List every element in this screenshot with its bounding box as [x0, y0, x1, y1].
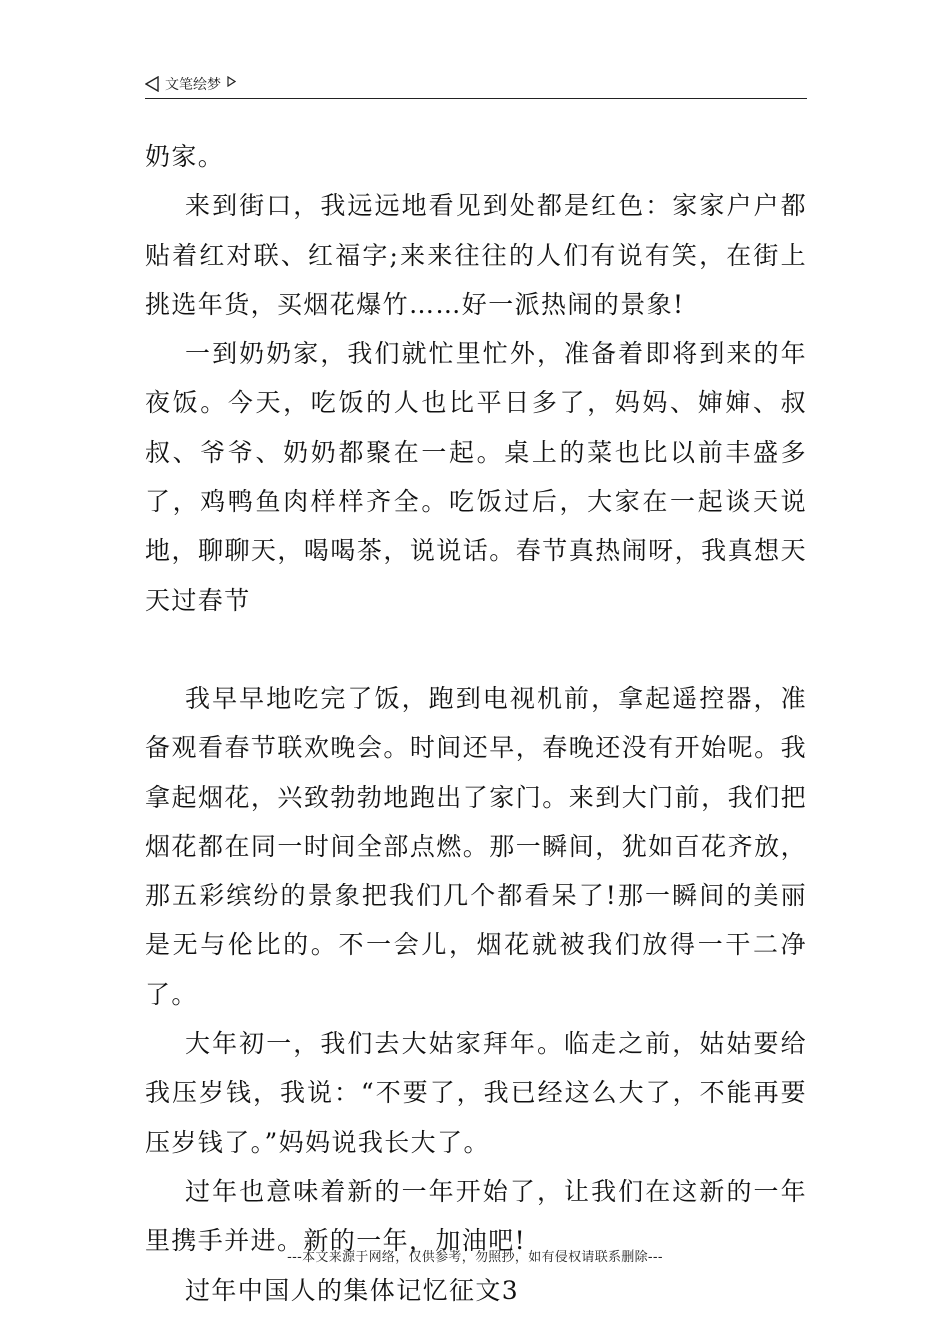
article-body: [145, 132, 807, 1315]
paragraph-dinner: 一到奶奶家，我们就忙里忙外，准备着即将到来的年夜饭。今天，吃饭的人也比平日多了，妈妈、婶婶、叔叔、爷爷、奶奶都聚在一起。桌上的菜也比以前丰盛多了，鸡鸭鱼肉样样齐全。吃饭过后，大家在一起谈天说地，聊聊天，喝喝茶，说说话。春节真热闹呀，我真想天天过春节: [145, 339, 807, 615]
paragraph-new-year-visit: 大年初一，我们去大姑家拜年。临走之前，姑姑要给我压岁钱，我说：“不要了，我已经这么大了，不能再要压岁钱了。”妈妈说我长大了。: [145, 1029, 807, 1157]
paragraph-street: 来到街口，我远远地看见到处都是红色：家家户户都贴着红对联、红福字;来来往往的人们有说有笑，在街上挑选年货，买烟花爆竹……好一派热闹的景象!: [145, 191, 807, 319]
paragraph-new-year-wish: 过年也意味着新的一年开始了，让我们在这新的一年里携手并进。新的一年，加油吧!: [145, 1176, 807, 1256]
page-header: [145, 72, 807, 99]
paragraph-continuation: 奶家。: [145, 142, 225, 171]
header-brand-group: [145, 74, 236, 94]
triangle-right-icon: [227, 76, 236, 87]
header-brand: 文笔绘梦: [165, 77, 221, 93]
paragraph-fireworks: 我早早地吃完了饭，跑到电视机前，拿起遥控器，准备观看春节联欢晚会。时间还早，春晚还没有开始呢。我拿起烟花，兴致勃勃地跑出了家门。来到大门前，我们把烟花都在同一时间全部点燃。那一瞬间，犹如百花齐放，那五彩缤纷的景象把我们几个都看呆了!那一瞬间的美丽是无与伦比的。不一会儿，烟花就被我们放得一干二净了。: [145, 683, 807, 1009]
footer-notice: ---本文来源于网络，仅供参考，勿照抄，如有侵权请联系删除---: [287, 1250, 663, 1265]
section-title: 过年中国人的集体记忆征文3: [185, 1275, 520, 1305]
triangle-left-icon: [145, 76, 159, 92]
paragraph-gap: [145, 625, 807, 674]
